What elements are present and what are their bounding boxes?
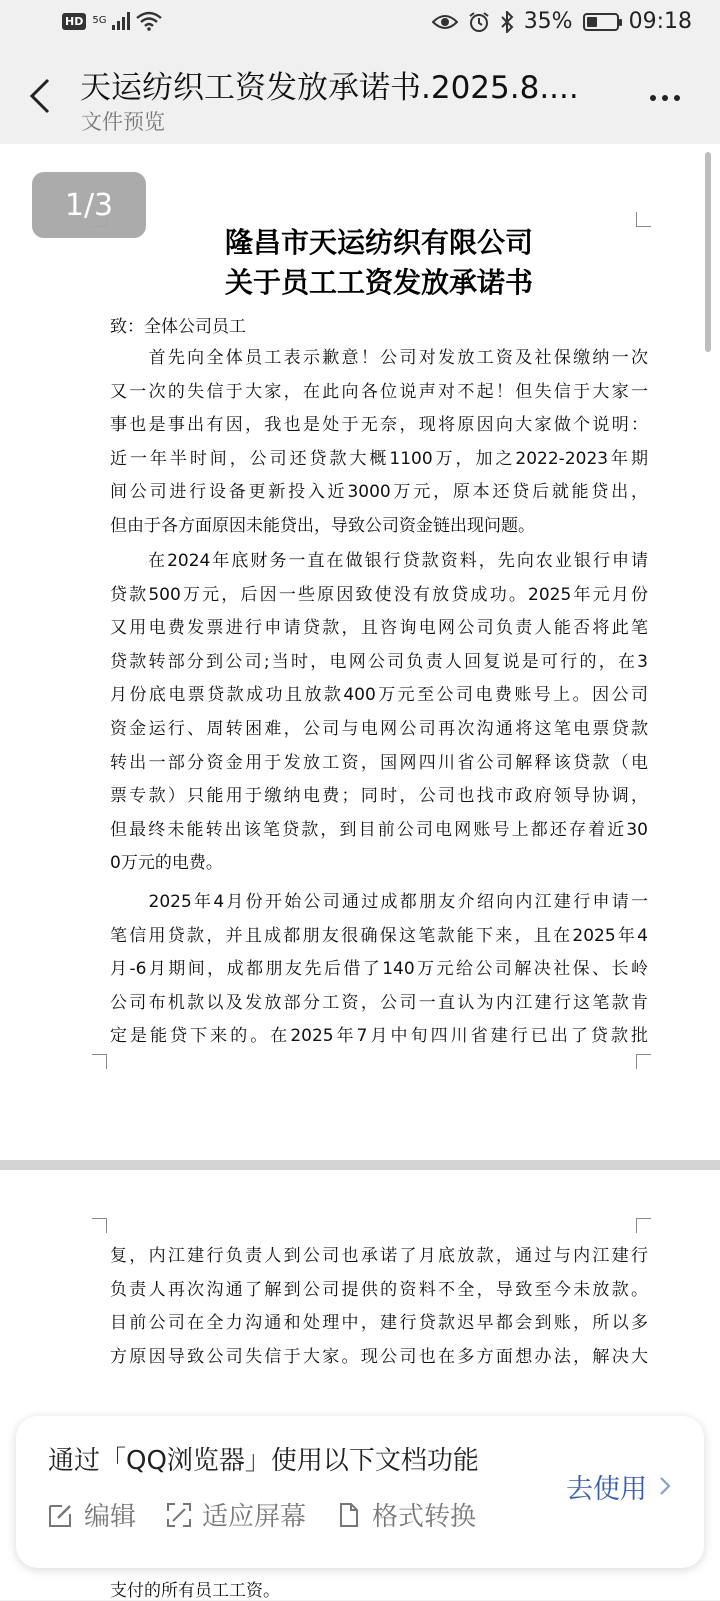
- crop-mark-icon: [92, 1054, 107, 1069]
- file-subtitle: 文件预览: [81, 110, 165, 134]
- network-label: 5G: [92, 15, 107, 26]
- crop-mark-icon: [636, 1218, 651, 1233]
- file-title: 天运纺织工资发放承诺书.2025.8....: [80, 70, 579, 106]
- alarm-icon: [468, 11, 490, 33]
- chevron-left-icon: [29, 78, 51, 114]
- doc-recipient: 致：全体公司员工: [110, 317, 246, 337]
- text-line: 月份底电票贷款成功且放款400万元至公司电费账号上。因公司: [110, 685, 648, 706]
- document-page: [0, 144, 720, 1160]
- battery-percent: 35%: [523, 9, 573, 34]
- text-line: 笔信用贷款，并且成都朋友很确保这笔款能下来，且在2025年4: [110, 925, 648, 946]
- go-use-button[interactable]: [566, 1466, 671, 1506]
- status-bar: [0, 0, 720, 48]
- doc-partial-line: 支付的所有员工工资。: [110, 1581, 280, 1601]
- doc-title-line1: 隆昌市天运纺织有限公司: [224, 226, 533, 259]
- text-line: 月-6月期间，成都朋友先后借了140万元给公司解决社保、长岭: [110, 959, 648, 980]
- document-viewer[interactable]: [0, 144, 720, 1600]
- text-line: 2025年4月份开始公司通过成都朋友介绍向内江建行申请一: [110, 892, 648, 912]
- doc-paragraph-4: [110, 1240, 648, 1374]
- text-line: 首先向全体员工表示歉意！公司对发放工资及社保缴纳一次: [110, 348, 648, 368]
- fit-screen-button[interactable]: [166, 1496, 306, 1533]
- doc-paragraph-3: [110, 886, 648, 1054]
- page-indicator: 1/3: [32, 172, 146, 238]
- text-line: 负责人再次沟通了解到公司提供的资料不全，导致至今未放款。: [110, 1279, 648, 1300]
- bluetooth-icon: [500, 11, 514, 33]
- text-line: 转出一部分资金用于发放工资，国网四川省公司解释该贷款（电: [110, 752, 648, 773]
- doc-paragraph-1: [110, 342, 648, 544]
- text-line: 贷款500万元，后因一些原因致使没有放贷成功。2025年元月份: [110, 584, 648, 605]
- status-left: [62, 11, 162, 31]
- text-line: 在2024年底财务一直在做银行贷款资料，先向农业银行申请: [110, 551, 648, 571]
- signal-icon: [112, 12, 130, 30]
- more-options-button[interactable]: [640, 86, 690, 110]
- more-dot-icon: [662, 95, 668, 101]
- wifi-icon: [136, 11, 162, 31]
- text-line: 目前公司在全力沟通和处理中，建行贷款迟早都会到账，所以多: [110, 1313, 648, 1334]
- qq-card-actions: [48, 1496, 476, 1533]
- text-line: 复，内江建行负责人到公司也承诺了月底放款，通过与内江建行: [110, 1246, 648, 1266]
- text-line: 近一年半时间，公司还贷款大概1100万，加之2022-2023年期: [110, 448, 648, 469]
- clock: 09:18: [628, 9, 692, 34]
- status-right: [432, 9, 692, 34]
- more-dot-icon: [674, 95, 680, 101]
- text-line: 间公司进行设备更新投入近3000万元，原本还贷后就能贷出，: [110, 482, 648, 503]
- text-line: 贷款转部分到公司;当时，电网公司负责人回复说是可行的，在3: [110, 651, 648, 672]
- text-line: 资金运行、周转困难，公司与电网公司再次沟通将这笔电票贷款: [110, 718, 648, 739]
- qq-browser-card: [16, 1416, 704, 1568]
- expand-icon: [166, 1502, 192, 1528]
- format-convert-button[interactable]: [336, 1496, 476, 1533]
- text-line: 票专款）只能用于缴纳电费；同时，公司也找市政府领导协调，: [110, 786, 648, 807]
- text-line: 又用电费发票进行申请贷款，且咨询电网公司负责人能否将此笔: [110, 618, 648, 639]
- app-header: [0, 48, 720, 144]
- hd-badge: HD: [62, 13, 86, 30]
- doc-paragraph-2: [110, 545, 648, 881]
- text-line: 方原因导致公司失信于大家。现公司也在多方面想办法，解决大: [110, 1346, 648, 1367]
- crop-mark-icon: [92, 1218, 107, 1233]
- scrollbar[interactable]: [705, 152, 711, 352]
- more-dot-icon: [650, 95, 656, 101]
- doc-title-line2: 关于员工工资发放承诺书: [224, 266, 533, 299]
- edit-button[interactable]: [48, 1496, 136, 1533]
- text-line: 定是能贷下来的。在2025年7月中旬四川省建行已出了贷款批: [110, 1026, 648, 1047]
- text-line: 事也是事出有因，我也是处于无奈，现将原因向大家做个说明：: [110, 415, 648, 436]
- fit-screen-label: 适应屏幕: [202, 1502, 307, 1532]
- text-line: 但最终未能转出该笔贷款，到目前公司电网账号上都还存着近30: [110, 819, 648, 840]
- eye-icon: [432, 13, 458, 31]
- crop-mark-icon: [636, 1054, 651, 1069]
- battery-icon: [583, 13, 619, 31]
- go-use-label: 去使用: [566, 1473, 647, 1505]
- text-line: 又一次的失信于大家，在此向各位说声对不起！但失信于大家一: [110, 381, 648, 402]
- battery-fill: [587, 17, 597, 27]
- text-line: 但由于各方面原因未能贷出，导致公司资金链出现问题。: [110, 515, 535, 536]
- text-line: 0万元的电费。: [110, 853, 223, 874]
- edit-label: 编辑: [84, 1502, 137, 1532]
- format-convert-label: 格式转换: [372, 1502, 477, 1532]
- network-type: [92, 16, 106, 26]
- edit-icon: [48, 1502, 74, 1528]
- qq-card-title: 通过「QQ浏览器」使用以下文档功能: [48, 1446, 479, 1476]
- file-icon: [336, 1502, 362, 1528]
- back-button[interactable]: [20, 70, 60, 122]
- text-line: 公司布机款以及发放部分工资，公司一直认为内江建行这笔款肯: [110, 992, 648, 1013]
- chevron-right-icon: [659, 1476, 671, 1496]
